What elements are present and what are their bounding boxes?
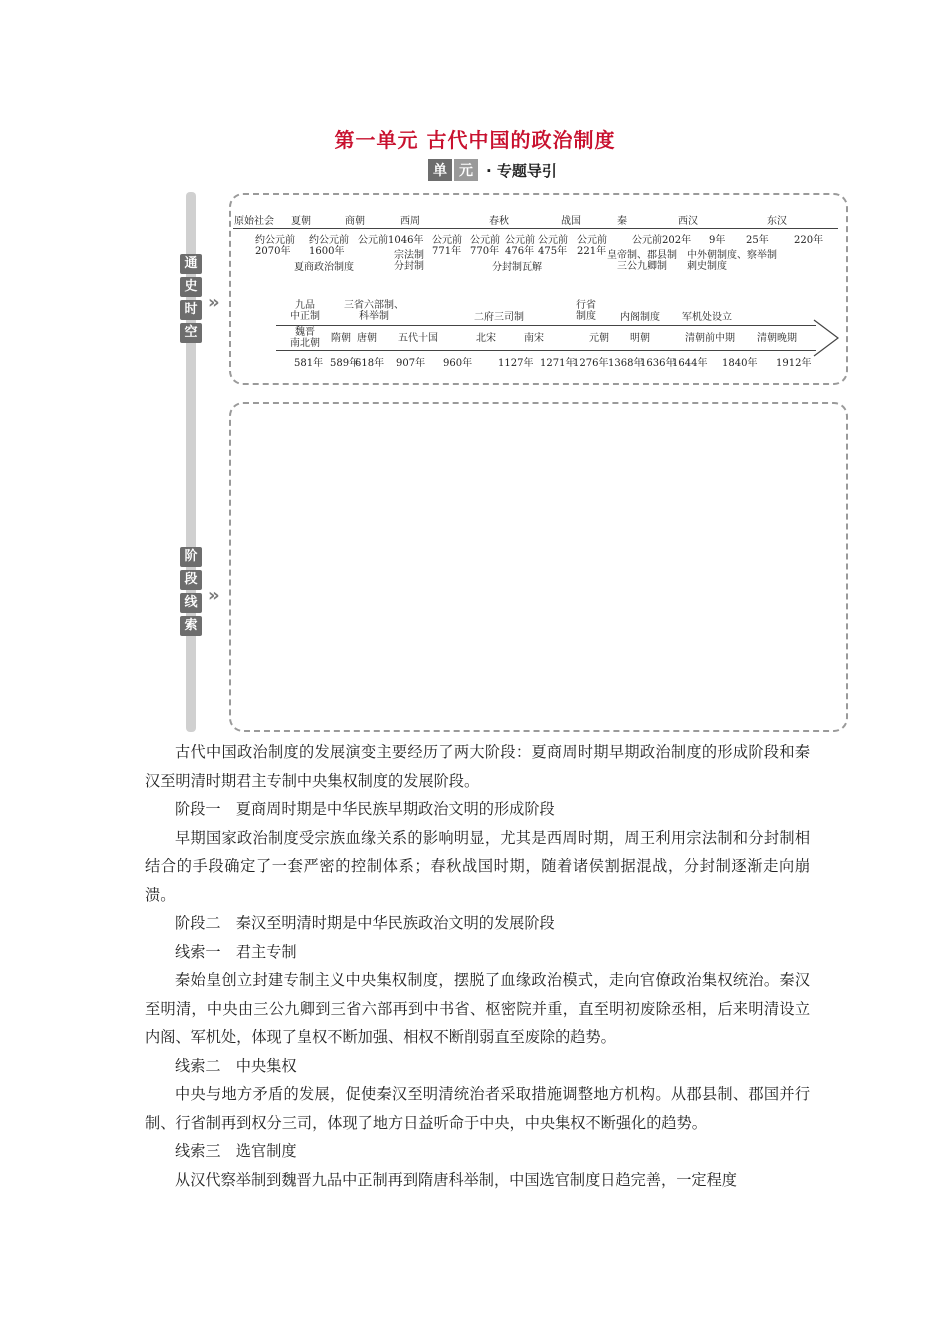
timeline-date: 1276年 bbox=[573, 358, 609, 369]
timeline-institution: 内阁制度 bbox=[620, 312, 660, 323]
timeline-date: 25年 bbox=[746, 235, 769, 246]
paragraph: 中央与地方矛盾的发展，促使秦汉至明清统治者采取措施调整地方机构。从郡县制、郡国并行制、行省制再到权分三司，体现了地方日益听命于中央，中央集权不断强化的趋势。 bbox=[145, 1085, 810, 1132]
timeline-institution: 九品 中正制 bbox=[290, 300, 320, 322]
timeline-period: 隋朝 bbox=[331, 333, 351, 344]
tag-char: 空 bbox=[180, 323, 202, 343]
timeline-date: 589年 bbox=[330, 358, 360, 369]
tag-char: 索 bbox=[180, 616, 202, 636]
timeline-date: 1271年 bbox=[540, 358, 576, 369]
tag-char: 线 bbox=[180, 593, 202, 613]
chevron-icon: » bbox=[208, 585, 214, 606]
page-title: 第一单元 古代中国的政治制度 bbox=[334, 128, 616, 152]
timeline-date: 581年 bbox=[294, 358, 324, 369]
timeline-date: 960年 bbox=[443, 358, 473, 369]
guide-char-1: 单 bbox=[428, 159, 452, 181]
tag-char: 段 bbox=[180, 570, 202, 590]
timeline-period: 五代十国 bbox=[398, 333, 438, 344]
timeline-event: 宗法制 分封制 bbox=[394, 250, 424, 272]
timeline-institution: 军机处设立 bbox=[682, 312, 732, 323]
timeline-date: 1912年 bbox=[776, 358, 812, 369]
tag-char: 时 bbox=[180, 300, 202, 320]
chevron-icon: » bbox=[208, 292, 214, 313]
tag-char: 史 bbox=[180, 277, 202, 297]
timeline-period: 明朝 bbox=[630, 333, 650, 344]
timeline-axis-2-top bbox=[276, 325, 816, 326]
timeline-date: 约公元前 2070年 bbox=[255, 235, 295, 257]
clue-heading: 线索一 君主专制 bbox=[175, 942, 297, 961]
timeline-date: 约公元前 1600年 bbox=[309, 235, 349, 257]
guide-char-2: 元 bbox=[454, 159, 478, 181]
arrow-head-icon bbox=[812, 318, 842, 358]
timeline-box bbox=[229, 193, 848, 385]
paragraph: 从汉代察举制到魏晋九品中正制再到隋唐科举制，中国选官制度日趋完善，一定程度 bbox=[175, 1170, 737, 1189]
unit-guide-header bbox=[428, 158, 557, 182]
timeline-period: 商朝 bbox=[345, 216, 365, 227]
timeline-date: 1636年 bbox=[640, 358, 676, 369]
stage-heading: 阶段二 秦汉至明清时期是中华民族政治文明的发展阶段 bbox=[175, 914, 555, 932]
timeline-date: 公元前 771年 bbox=[432, 235, 462, 257]
timeline-date: 公元前 476年 bbox=[505, 235, 535, 257]
timeline-date: 公元前1046年 bbox=[358, 235, 424, 246]
tongshi-tag bbox=[180, 254, 204, 343]
timeline-date: 618年 bbox=[355, 358, 385, 369]
timeline-date: 1368年 bbox=[608, 358, 644, 369]
timeline-period: 春秋 bbox=[489, 216, 509, 227]
tag-char: 阶 bbox=[180, 547, 202, 567]
timeline-event: 夏商政治制度 bbox=[294, 262, 354, 273]
timeline-period: 秦 bbox=[617, 216, 627, 227]
paragraph: 古代中国政治制度的发展演变主要经历了两大阶段：夏商周时期早期政治制度的形成阶段和秦汉至明清时期君主专制中央集权制度的发展阶段。 bbox=[145, 743, 810, 790]
timeline-date: 公元前 221年 bbox=[577, 235, 607, 257]
paragraph: 秦始皇创立封建专制主义中央集权制度，摆脱了血缘政治模式，走向官僚政治集权统治。秦汉至明清，中央由三公九卿到三省六部再到中书省、枢密院并重，直至明初废除丞相，后来明清设立内阁、军机处，体现了皇权不断加强、相权不断削弱直至废除的趋势。 bbox=[145, 971, 810, 1046]
timeline-event: 皇帝制、郡县制 三公九卿制 bbox=[607, 250, 677, 272]
timeline-date: 220年 bbox=[794, 235, 824, 246]
clue-heading: 线索二 中央集权 bbox=[175, 1056, 297, 1075]
timeline-period: 魏晋 南北朝 bbox=[290, 327, 320, 349]
timeline-date: 公元前 475年 bbox=[538, 235, 568, 257]
timeline-event: 分封制瓦解 bbox=[492, 262, 542, 273]
jieduan-tag bbox=[180, 547, 204, 636]
timeline-period: 夏朝 bbox=[291, 216, 311, 227]
timeline-date: 1644年 bbox=[672, 358, 708, 369]
timeline-event: 中外朝制度、察举制 刺史制度 bbox=[687, 250, 777, 272]
guide-text: · 专题导引 bbox=[486, 161, 557, 180]
body-text bbox=[145, 738, 810, 1194]
timeline-period: 唐朝 bbox=[357, 333, 377, 344]
timeline-period: 清朝晚期 bbox=[757, 333, 797, 344]
timeline-date: 1127年 bbox=[498, 358, 534, 369]
clue-heading: 线索三 选官制度 bbox=[175, 1142, 297, 1160]
timeline-date: 9年 bbox=[709, 235, 726, 246]
timeline-period: 战国 bbox=[561, 216, 581, 227]
timeline-institution: 二府三司制 bbox=[474, 312, 524, 323]
timeline-period: 南宋 bbox=[524, 333, 544, 344]
timeline-period: 原始社会 bbox=[234, 216, 274, 227]
stage-clue-box bbox=[229, 402, 848, 732]
tag-char: 通 bbox=[180, 254, 202, 274]
timeline-period: 东汉 bbox=[767, 216, 787, 227]
timeline-date: 907年 bbox=[396, 358, 426, 369]
timeline-axis-1 bbox=[233, 228, 838, 229]
paragraph: 早期国家政治制度受宗族血缘关系的影响明显，尤其是西周时期，周王利用宗法制和分封制相结合的手段确定了一套严密的控制体系；春秋战国时期，随着诸侯割据混战，分封制逐渐走向崩溃。 bbox=[145, 828, 810, 904]
timeline-axis-2-bottom bbox=[276, 350, 816, 351]
timeline-date: 公元前202年 bbox=[632, 235, 692, 246]
timeline-institution: 行省 制度 bbox=[576, 300, 596, 322]
timeline-period: 西周 bbox=[400, 216, 420, 227]
stage-heading: 阶段一 夏商周时期是中华民族早期政治文明的形成阶段 bbox=[175, 800, 555, 818]
timeline-period: 元朝 bbox=[589, 333, 609, 344]
timeline-period: 西汉 bbox=[678, 216, 698, 227]
timeline-period: 北宋 bbox=[476, 333, 496, 344]
timeline-period: 清朝前中期 bbox=[685, 333, 735, 344]
timeline-date: 公元前 770年 bbox=[470, 235, 500, 257]
timeline-institution: 三省六部制、 科举制 bbox=[344, 300, 404, 322]
timeline-date: 1840年 bbox=[722, 358, 758, 369]
